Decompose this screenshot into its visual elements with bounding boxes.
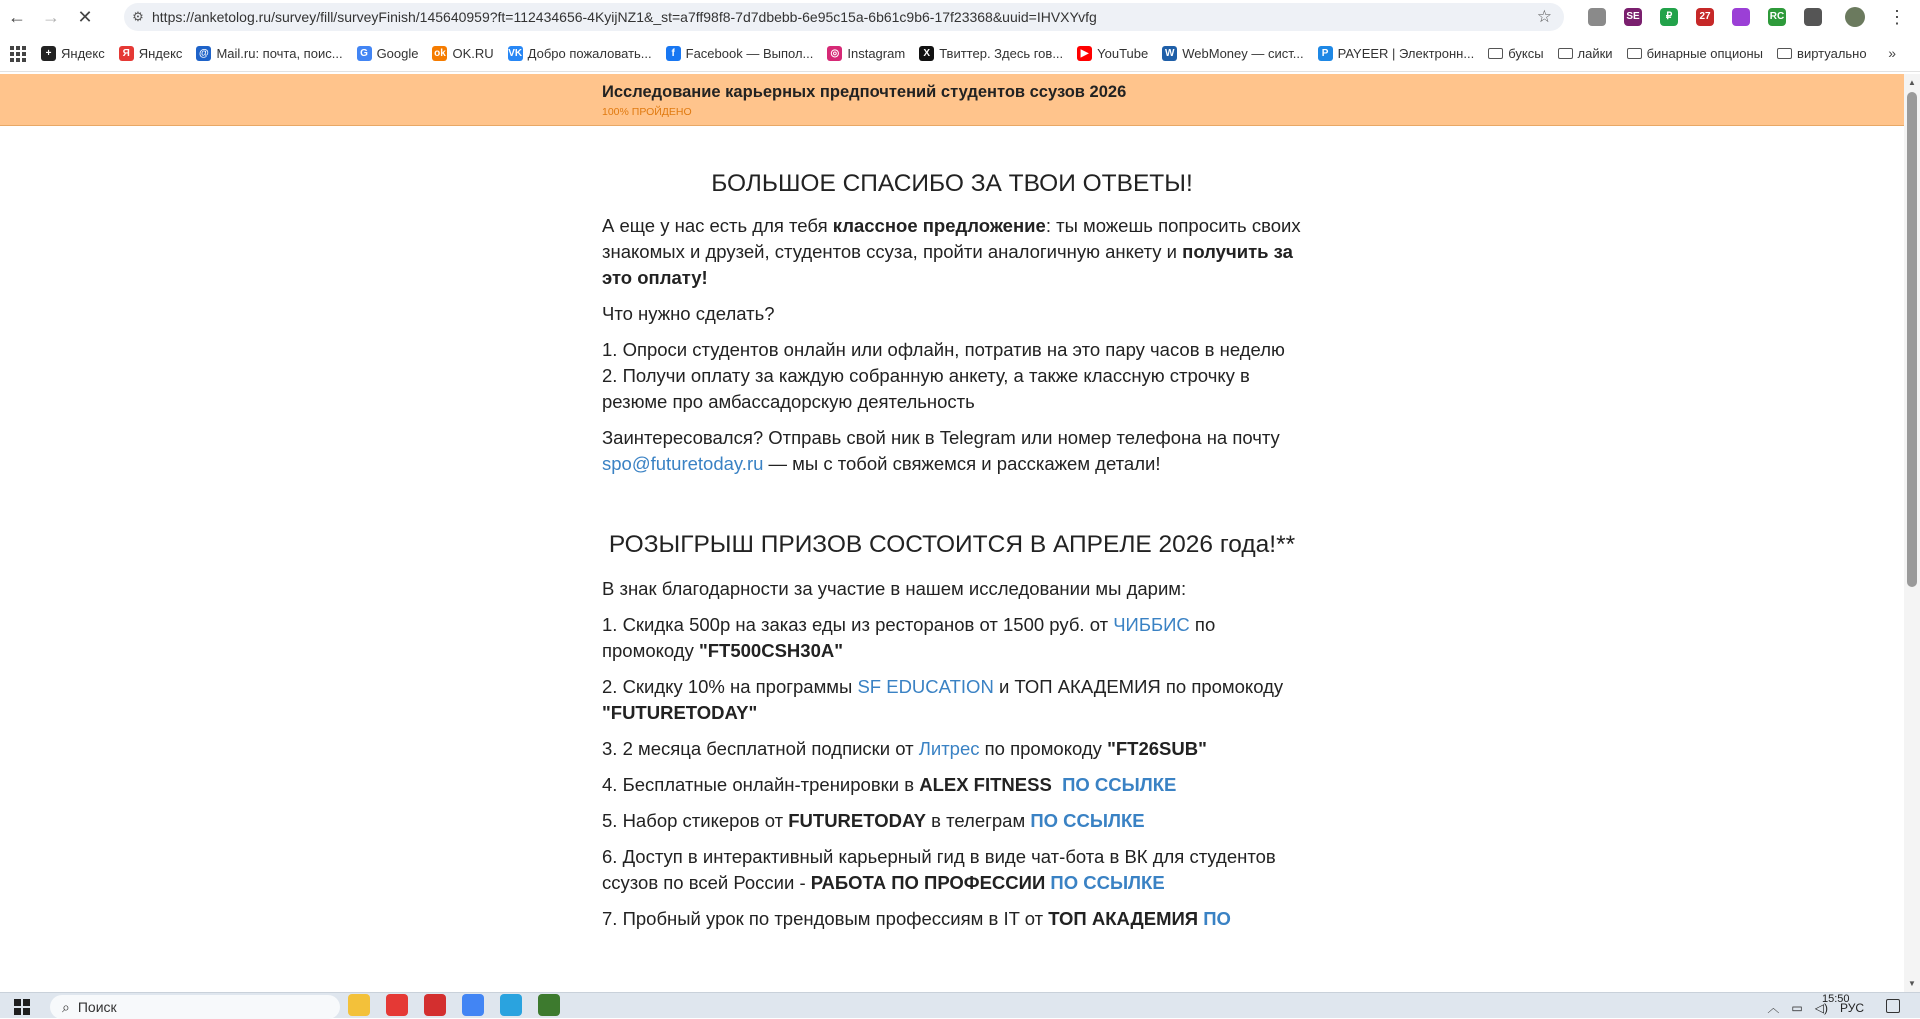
bookmark-label: бинарные опционы — [1646, 46, 1764, 61]
sf-education-link[interactable]: SF EDUCATION — [857, 676, 994, 697]
menu-kebab-icon[interactable]: ⋮ — [1888, 6, 1906, 27]
payeer-icon: P — [1318, 46, 1333, 61]
bookmark-item[interactable] — [1551, 46, 1620, 61]
search-icon: ⌕ — [62, 998, 70, 1015]
bookmark-item[interactable] — [820, 46, 912, 61]
bookmark-label: Добро пожаловать... — [527, 46, 652, 61]
bookmark-label: лайки — [1577, 46, 1613, 61]
bookmark-label: виртуально — [1797, 46, 1867, 61]
bookmark-item[interactable] — [912, 46, 1070, 61]
browser-toolbar — [0, 0, 1920, 34]
bookmark-label: Instagram — [847, 46, 906, 61]
stop-loading-button[interactable]: ✕ — [77, 6, 93, 27]
heart-extension-icon[interactable] — [1724, 3, 1758, 31]
prize-item-7: 7. Пробный урок по трендовым профессиям в IT от ТОП АКАДЕМИЯ ПО — [602, 908, 1231, 929]
bookmark-item[interactable] — [189, 46, 349, 61]
extension-glyph — [1804, 8, 1822, 26]
more-bookmarks-chevron-icon[interactable]: » — [1888, 45, 1896, 61]
promo-code: "FUTURETODAY" — [602, 702, 758, 723]
interested-paragraph: Заинтересовался? Отправь свой ник в Telegram или номер телефона на почту spo@futuretoday.ru — мы с тобой свяжемся и расскажем детали! — [602, 427, 1280, 474]
career-guide-link[interactable]: ПО ССЫЛКЕ — [1050, 872, 1165, 893]
bookmark-item[interactable] — [425, 46, 500, 61]
taskbar-search-label: Поиск — [77, 999, 117, 1015]
bookmark-item[interactable] — [501, 46, 659, 61]
folder-icon — [1627, 48, 1642, 59]
extension-glyph — [1732, 8, 1750, 26]
gratitude-text: В знак благодарности за участие в нашем исследовании мы дарим: — [602, 578, 1187, 599]
site-info-icon[interactable]: ⚙ — [132, 9, 144, 24]
windows-start-icon[interactable] — [14, 999, 30, 1015]
chibbis-link[interactable]: ЧИББИС — [1113, 614, 1190, 635]
network-icon[interactable]: ▭ — [1791, 1000, 1803, 1015]
taskbar-search[interactable] — [50, 995, 340, 1019]
chrome-icon[interactable] — [462, 994, 484, 1016]
bookmark-item[interactable] — [1311, 46, 1482, 61]
step-2: 2. Получи оплату за каждую собранную анкету, а также классную строчку в резюме про амбассадорскую деятельность — [602, 365, 1250, 412]
bookmark-label: Твиттер. Здесь гов... — [939, 46, 1064, 61]
youtube-icon: ▶ — [1077, 46, 1092, 61]
extensions-area — [1580, 3, 1830, 31]
bookmark-label: буксы — [1508, 46, 1544, 61]
what-to-do-text: Что нужно сделать? — [602, 303, 775, 324]
bookmark-label: Яндекс — [138, 46, 183, 61]
notifications-icon[interactable] — [1886, 999, 1900, 1013]
profile-avatar[interactable] — [1838, 0, 1872, 34]
prize-item-1: 1. Скидка 500р на заказ еды из ресторанов от 1500 руб. от ЧИББИС по промокоду "FT500CSH30A" — [602, 614, 1216, 661]
vivaldi-icon[interactable] — [424, 994, 446, 1016]
bookmark-label: Яндекс — [61, 46, 105, 61]
google-icon: G — [357, 46, 372, 61]
alex-fitness-link[interactable]: ПО ССЫЛКЕ — [1062, 774, 1177, 795]
top-academy-link[interactable]: ПО — [1203, 908, 1231, 929]
bookmark-item[interactable] — [112, 46, 190, 61]
file-explorer-icon[interactable] — [348, 994, 370, 1016]
puzzle-icon[interactable] — [1796, 3, 1830, 31]
yandex-plus-icon: + — [41, 46, 56, 61]
survey-title: Исследование карьерных предпочтений студентов ссузов 2026 — [602, 83, 1127, 101]
forward-button[interactable]: → — [42, 6, 60, 27]
extension-glyph: RC — [1768, 8, 1786, 26]
bookmark-label: WebMoney — сист... — [1182, 46, 1304, 61]
globe-icon[interactable] — [1580, 3, 1614, 31]
folder-icon — [1558, 48, 1573, 59]
scrollbar-thumb[interactable] — [1907, 92, 1917, 587]
extension-glyph: SE — [1624, 8, 1642, 26]
stickers-link[interactable]: ПО ССЫЛКЕ — [1030, 810, 1145, 831]
bookmark-label: OK.RU — [452, 46, 494, 61]
webmoney-icon: W — [1162, 46, 1177, 61]
scroll-down-arrow-icon[interactable]: ▼ — [1908, 979, 1916, 988]
bookmarks-bar — [0, 36, 1920, 72]
extension-glyph: 27 — [1696, 8, 1714, 26]
chevron-up-icon[interactable]: ︿ — [1767, 1001, 1780, 1015]
vk-icon: VK — [508, 48, 523, 59]
bookmark-label: Google — [376, 46, 419, 61]
bookmark-item[interactable] — [1620, 46, 1770, 61]
scroll-up-arrow-icon[interactable]: ▲ — [1908, 78, 1916, 87]
litres-link[interactable]: Литрес — [918, 738, 980, 759]
language-indicator[interactable]: РУС — [1839, 1000, 1864, 1015]
extension-glyph: ₽ — [1660, 8, 1678, 26]
promo-code: "FT500CSH30A" — [698, 640, 843, 661]
ok-icon: ok — [434, 48, 446, 59]
windows-taskbar — [0, 992, 1920, 1018]
volume-icon[interactable]: ◁) — [1814, 1000, 1828, 1015]
bookmark-item[interactable] — [1481, 46, 1550, 61]
prize-item-3: 3. 2 месяца бесплатной подписки от Литрес по промокоду "FT26SUB" — [602, 738, 1207, 759]
bookmark-label: PAYEER | Электронн... — [1337, 46, 1475, 61]
taskbar-apps — [348, 994, 560, 1016]
step-1: 1. Опроси студентов онлайн или офлайн, потратив на это пару часов в неделю — [602, 339, 1285, 360]
email-link[interactable]: spo@futuretoday.ru — [602, 453, 764, 474]
extension-glyph — [1588, 8, 1606, 26]
app-icon[interactable] — [538, 994, 560, 1016]
bookmark-label: Facebook — Выпол... — [685, 46, 814, 61]
page-scrollbar[interactable] — [1904, 74, 1920, 992]
rc-extension-icon[interactable] — [1760, 3, 1794, 31]
prize-item-2: 2. Скидку 10% на программы SF EDUCATION и ТОП АКАДЕМИЯ по промокоду "FUTURETODAY" — [602, 676, 1284, 723]
prize-item-4: 4. Бесплатные онлайн-тренировки в ALEX FITNESS ПО ССЫЛКЕ — [602, 774, 1177, 795]
yandex-browser-icon[interactable] — [386, 994, 408, 1016]
telegram-icon[interactable] — [500, 994, 522, 1016]
url-text[interactable]: https://anketolog.ru/survey/fill/surveyFinish/145640959?ft=112434656-4KyijNZ1&_st=a7ff98f8-7d7dbebb-6e95c15a-6b61c9b6-17f23368&uuid=IHVXYvfg — [152, 9, 1097, 25]
bookmark-item[interactable] — [350, 46, 426, 61]
folder-icon — [1488, 48, 1503, 59]
ruble-extension-icon[interactable] — [1652, 3, 1686, 31]
yandex-icon: Я — [119, 46, 134, 61]
address-bar[interactable] — [124, 3, 1564, 31]
survey-progress: 100% ПРОЙДЕНО — [602, 106, 692, 118]
facebook-icon: f — [666, 46, 681, 61]
taskbar-clock[interactable]: 15:50 — [1822, 993, 1850, 1005]
bookmark-label: Mail.ru: почта, поис... — [216, 46, 343, 61]
back-button[interactable]: ← — [8, 6, 26, 27]
apps-grid-icon[interactable] — [10, 46, 26, 62]
prize-draw-heading: РОЗЫГРЫШ ПРИЗОВ СОСТОИТСЯ В АПРЕЛЕ 2026 года!** — [608, 531, 1296, 558]
offer-paragraph: А еще у нас есть для тебя классное предложение: ты можешь попросить своих знакомых и друзей, студентов ссуза, пройти аналогичную анкету и получить за это оплату! — [602, 215, 1301, 288]
calendar-extension-icon[interactable] — [1688, 3, 1722, 31]
folder-icon — [1777, 48, 1792, 59]
promo-code: "FT26SUB" — [1107, 738, 1207, 759]
thanks-heading: БОЛЬШОЕ СПАСИБО ЗА ТВОИ ОТВЕТЫ! — [711, 170, 1193, 197]
prize-item-6: 6. Доступ в интерактивный карьерный гид в виде чат-бота в ВК для студентов ссузов по всей России - РАБОТА ПО ПРОФЕССИИ ПО ССЫЛКЕ — [602, 846, 1276, 893]
mailru-icon: @ — [196, 46, 211, 61]
bookmark-label: YouTube — [1097, 46, 1149, 61]
bookmark-item[interactable] — [34, 46, 112, 61]
instagram-icon: ◎ — [827, 46, 842, 61]
x-icon: X — [919, 46, 934, 61]
bookmark-item[interactable] — [1070, 46, 1155, 61]
bookmark-item[interactable] — [659, 46, 821, 61]
survey-header — [0, 74, 1904, 126]
prize-item-5: 5. Набор стикеров от FUTURETODAY в телеграм ПО ССЫЛКЕ — [602, 810, 1145, 831]
survey-finish-content — [602, 132, 1302, 942]
bookmark-star-icon[interactable]: ☆ — [1536, 7, 1552, 26]
bookmark-item[interactable] — [1155, 46, 1310, 61]
bookmark-item[interactable] — [1770, 46, 1874, 61]
se-extension-icon[interactable] — [1616, 3, 1650, 31]
